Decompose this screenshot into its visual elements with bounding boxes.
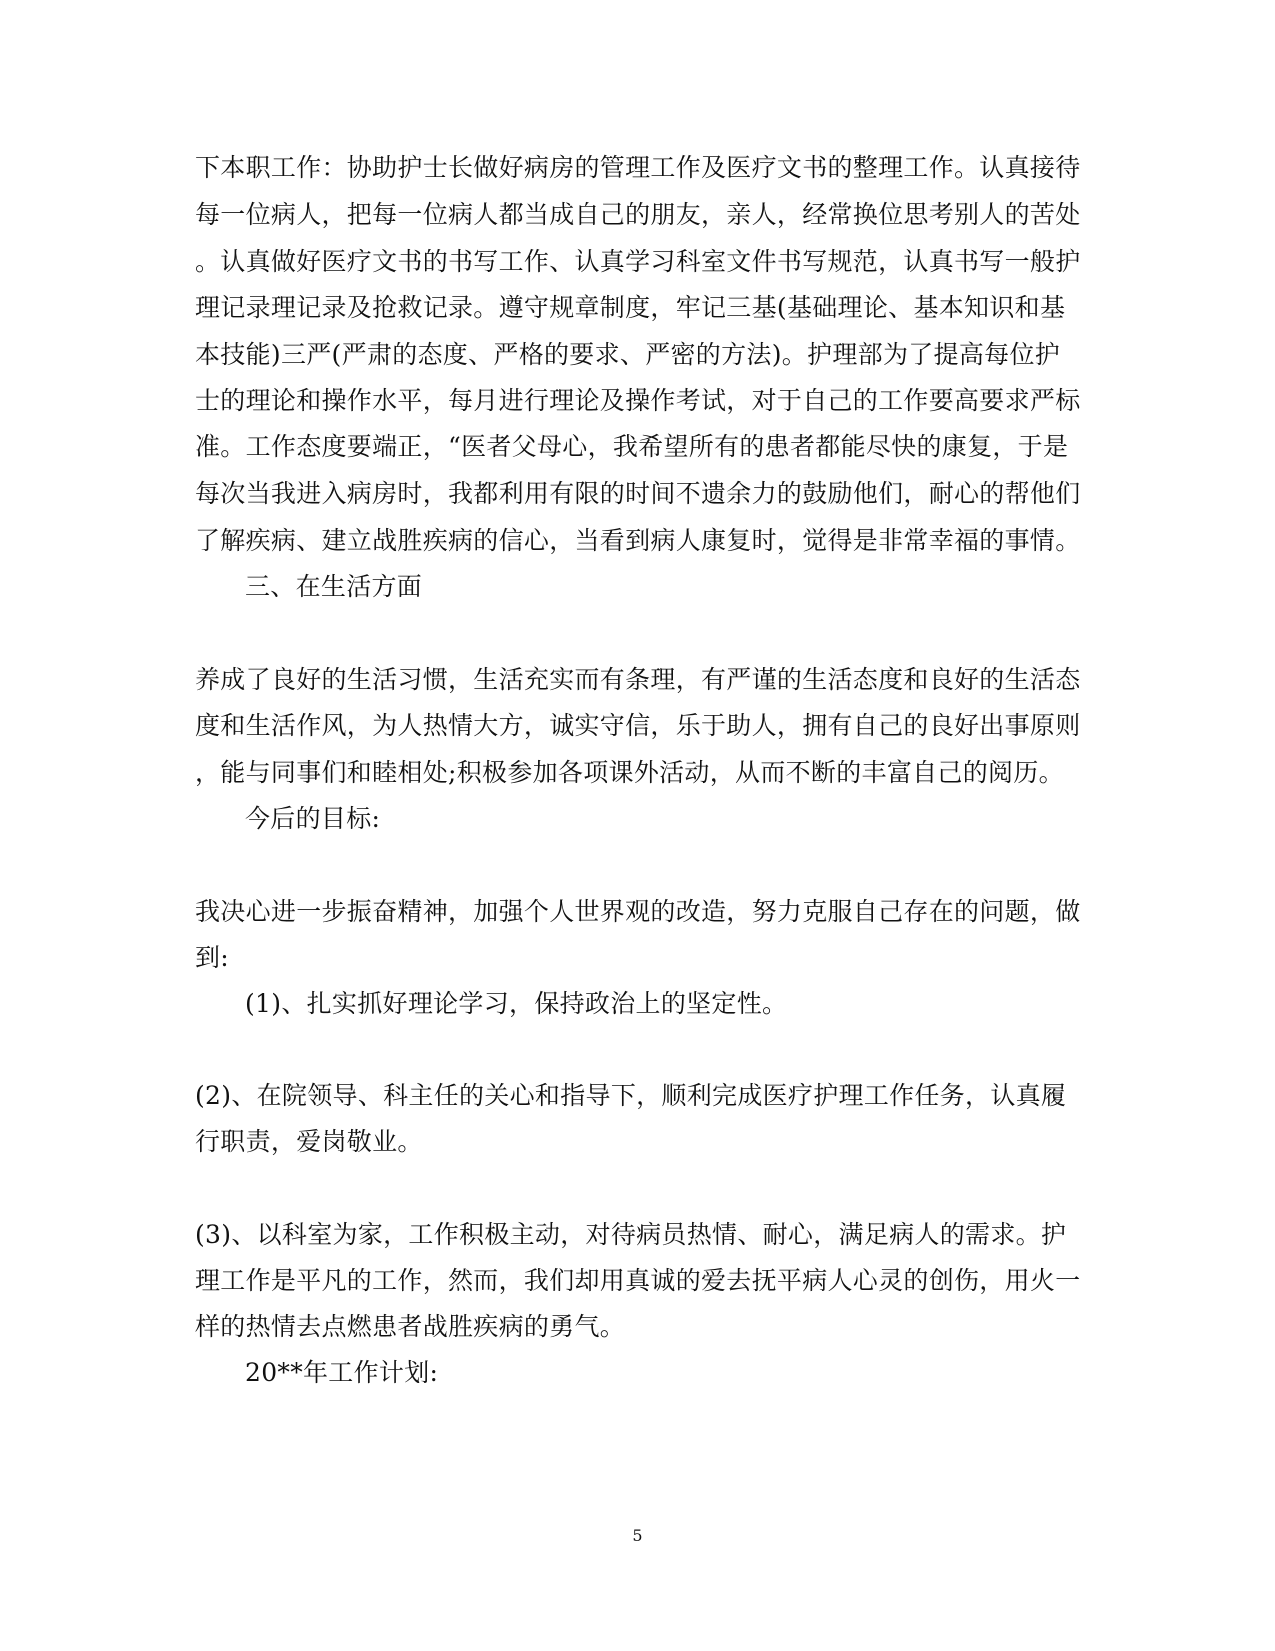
list-item-continuation: 理工作是平凡的工作，然而，我们却用真诚的爱去抚平病人心灵的创伤，用火一 (195, 1266, 1081, 1295)
list-item: (2)、在院领导、科主任的关心和指导下，顺利完成医疗护理工作任务，认真履 (195, 1081, 1067, 1110)
paragraph-line: 士的理论和操作水平，每月进行理论及操作考试，对于自己的工作要高要求严标 (195, 386, 1081, 415)
section-heading: 今后的目标: (245, 804, 381, 833)
paragraph-line: 每次当我进入病房时，我都利用有限的时间不遗余力的鼓励他们，耐心的帮他们 (195, 479, 1081, 508)
paragraph-line: 本技能)三严(严肃的态度、严格的要求、严密的方法)。护理部为了提高每位护 (195, 340, 1061, 369)
paragraph-line: 每一位病人，把每一位病人都当成自己的朋友，亲人，经常换位思考别人的苦处 (195, 200, 1081, 229)
list-item-continuation: 行职责，爱岗敬业。 (195, 1127, 423, 1156)
paragraph-line: 我决心进一步振奋精神，加强个人世界观的改造，努力克服自己存在的问题，做 (195, 897, 1081, 926)
paragraph-line: 了解疾病、建立战胜疾病的信心，当看到病人康复时，觉得是非常幸福的事情。 (195, 526, 1081, 555)
list-item: (3)、以科室为家，工作积极主动，对待病员热情、耐心，满足病人的需求。护 (195, 1220, 1067, 1249)
paragraph-line: 。认真做好医疗文书的书写工作、认真学习科室文件书写规范，认真书写一般护 (195, 247, 1081, 276)
paragraph-line: 到: (195, 943, 230, 972)
paragraph-line: ，能与同事们和睦相处;积极参加各项课外活动，从而不断的丰富自己的阅历。 (195, 758, 1064, 787)
paragraph-line: 准。工作态度要端正，“医者父母心，我希望所有的患者都能尽快的康复，于是 (195, 432, 1069, 461)
paragraph-line: 理记录理记录及抢救记录。遵守规章制度，牢记三基(基础理论、基本知识和基 (195, 293, 1066, 322)
list-item: (1)、扎实抓好理论学习，保持政治上的坚定性。 (245, 989, 788, 1018)
section-heading: 20**年工作计划: (245, 1358, 439, 1387)
paragraph-line: 下本职工作：协助护士长做好病房的管理工作及医疗文书的整理工作。认真接待 (195, 153, 1081, 182)
list-item-continuation: 样的热情去点燃患者战胜疾病的勇气。 (195, 1312, 626, 1341)
paragraph-line: 养成了良好的生活习惯，生活充实而有条理，有严谨的生活态度和良好的生活态 (195, 665, 1081, 694)
page-number: 5 (632, 1526, 643, 1545)
section-heading: 三、在生活方面 (245, 572, 423, 601)
paragraph-line: 度和生活作风，为人热情大方，诚实守信，乐于助人，拥有自己的良好出事原则 (195, 711, 1081, 740)
